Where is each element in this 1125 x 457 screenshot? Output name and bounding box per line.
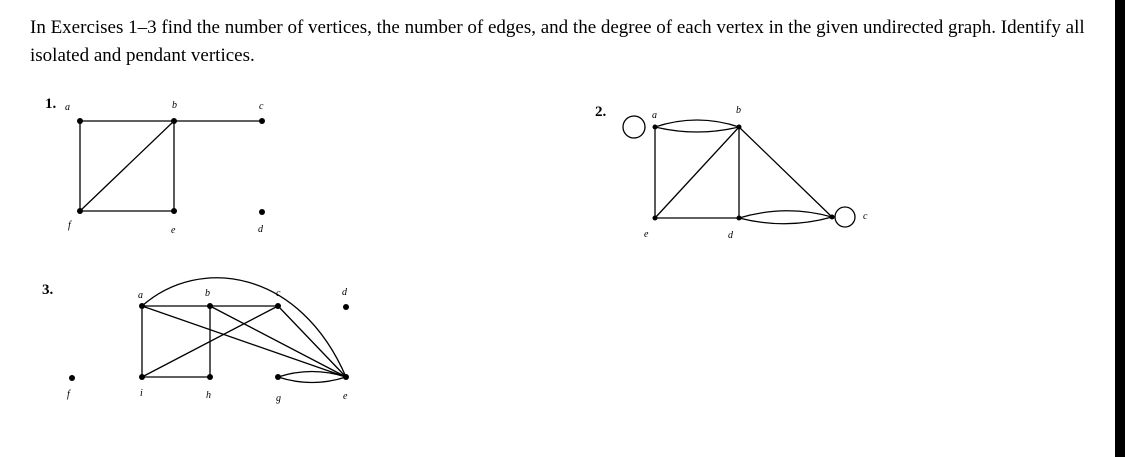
label-g: g [276, 393, 281, 404]
vertex-f [69, 375, 75, 381]
exercise-2-number: 2. [595, 104, 607, 120]
label-c: c [276, 288, 281, 299]
window-edge-bar [1115, 0, 1125, 457]
edge-a-e-arc [142, 278, 346, 377]
vertex-h [207, 374, 213, 380]
label-d: d [342, 287, 347, 298]
vertex-i [139, 374, 145, 380]
edge-a-e [142, 306, 346, 377]
label-b: b [736, 105, 741, 116]
vertex-e [343, 374, 349, 380]
label-d: d [258, 224, 263, 235]
edge-g-e-lower [278, 377, 346, 383]
label-a: a [65, 102, 70, 113]
label-f: f [68, 220, 71, 231]
instructions-text: In Exercises 1–3 find the number of vertices, the number of edges, and the degree of each vertex in the given undirected graph. Identify all isolated and pendant vertices. [30, 17, 1085, 66]
label-e: e [644, 229, 649, 240]
vertex-c [275, 303, 281, 309]
vertex-a [139, 303, 145, 309]
edge-b-e [210, 306, 346, 377]
exercise-3-edges [142, 278, 346, 383]
label-b: b [172, 100, 177, 111]
exercise-1-number: 1. [45, 96, 57, 112]
label-i: i [140, 388, 143, 399]
edge-c-e [278, 306, 346, 377]
label-f: f [67, 389, 70, 400]
label-c: c [259, 101, 264, 112]
vertex-g [275, 374, 281, 380]
label-a: a [652, 110, 657, 121]
label-h: h [206, 390, 211, 401]
label-d: d [728, 230, 733, 241]
vertex-b [207, 303, 213, 309]
label-b: b [205, 288, 210, 299]
vertex-d [343, 304, 349, 310]
label-a: a [138, 290, 143, 301]
label-c: c [863, 211, 868, 222]
label-e: e [171, 225, 176, 236]
label-e: e [343, 391, 348, 402]
exercise-3-number: 3. [42, 282, 54, 298]
